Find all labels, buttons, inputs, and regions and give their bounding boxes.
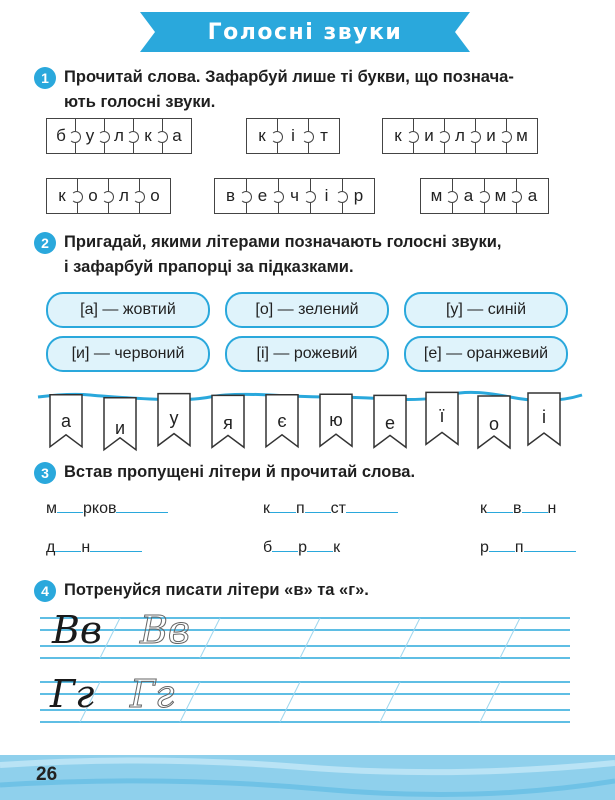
trace-letters-v: Вв [140, 608, 191, 652]
blank-slot[interactable] [270, 498, 296, 513]
blank-slot[interactable] [487, 498, 513, 513]
footer-band [0, 755, 615, 800]
task-number-3: 3 [34, 462, 56, 484]
flag-letter: є [277, 411, 287, 432]
word-part: н [547, 500, 557, 517]
blank-slot[interactable] [116, 537, 142, 552]
word-part: к [480, 500, 487, 517]
trace-letters-h: Гг [130, 672, 175, 716]
flag-letter: у [169, 408, 179, 429]
fill-in-word [480, 498, 556, 518]
blank-slot[interactable] [90, 537, 116, 552]
blank-slot[interactable] [57, 498, 83, 513]
letter-cell[interactable]: к [46, 178, 78, 214]
hint-pill: [е] — оранжевий [404, 336, 568, 372]
word-part: в [513, 500, 522, 517]
fill-in-word [263, 498, 398, 518]
blank-slot[interactable] [550, 537, 576, 552]
word-part: ст [330, 500, 346, 517]
task2-instructions [64, 230, 594, 280]
letter-cell[interactable]: р [343, 178, 375, 214]
word-puzzle [382, 118, 538, 154]
letter-cell[interactable]: о [140, 178, 171, 214]
blank-slot[interactable] [305, 498, 331, 513]
fill-in-word [263, 537, 340, 557]
word-part: р [480, 539, 489, 556]
word-part: д [46, 539, 56, 556]
task2-line2: і зафарбуй прапорці за підказками. [64, 258, 354, 276]
hint-pill: [а] — жовтий [46, 292, 210, 328]
letter-cell[interactable]: л [445, 118, 476, 154]
task-number-4: 4 [34, 580, 56, 602]
word-part: м [46, 500, 57, 517]
letter-cell[interactable]: и [414, 118, 445, 154]
task3-instructions: Встав пропущені літери й прочитай слова. [64, 463, 416, 481]
word-puzzle [246, 118, 340, 154]
blank-slot[interactable] [522, 498, 548, 513]
flag-letter: и [114, 418, 126, 439]
word-part: р [298, 539, 308, 556]
word-part: б [263, 539, 273, 556]
task1-line2: ють голосні звуки. [64, 93, 216, 111]
flag-letter: і [542, 407, 546, 427]
hint-pill: [о] — зелений [225, 292, 389, 328]
fill-in-word [480, 537, 576, 557]
letter-cell[interactable]: ч [279, 178, 311, 214]
flag-letter: е [384, 412, 395, 433]
letter-cell[interactable]: м [507, 118, 538, 154]
word-puzzle [46, 178, 171, 214]
letter-cell[interactable]: т [309, 118, 340, 154]
word-part: к [333, 539, 341, 556]
blank-slot[interactable] [524, 537, 550, 552]
fill-in-word [46, 537, 142, 557]
word-part: п [296, 500, 305, 517]
letter-cell[interactable]: а [163, 118, 192, 154]
word-puzzle [214, 178, 375, 214]
letter-cell[interactable]: а [453, 178, 485, 214]
flag-letter: а [60, 411, 71, 432]
word-puzzle [420, 178, 549, 214]
word-part: п [514, 539, 524, 556]
blank-slot[interactable] [272, 537, 298, 552]
flag-letter: ї [439, 405, 445, 426]
letter-cell[interactable]: м [420, 178, 453, 214]
blank-slot[interactable] [142, 498, 168, 513]
word-part: н [81, 539, 91, 556]
letter-cell[interactable]: л [105, 118, 134, 154]
fill-in-word [46, 498, 168, 518]
hint-pill: [и] — червоний [46, 336, 210, 372]
task1-line1: Прочитай слова. Зафарбуй лише ті букви, що познача- [64, 68, 514, 86]
task-number-1: 1 [34, 67, 56, 89]
letter-cell[interactable]: в [214, 178, 247, 214]
task4-instructions: Потренуйся писати літери «в» та «г». [64, 581, 369, 599]
letter-cell[interactable]: к [246, 118, 278, 154]
hint-pill: [у] — синій [404, 292, 568, 328]
letter-cell[interactable]: и [476, 118, 507, 154]
letter-cell[interactable]: к [382, 118, 414, 154]
task-number-2: 2 [34, 232, 56, 254]
flag-letter: о [488, 414, 499, 434]
page-title: Голосні звуки [207, 20, 403, 45]
blank-slot[interactable] [116, 498, 142, 513]
blank-slot[interactable] [307, 537, 333, 552]
word-part: рков [83, 500, 117, 517]
letter-cell[interactable]: а [517, 178, 549, 214]
flag-letter: я [223, 412, 233, 433]
blank-slot[interactable] [489, 537, 515, 552]
handwriting-lines [40, 608, 570, 728]
blank-slot[interactable] [372, 498, 398, 513]
blank-slot[interactable] [346, 498, 372, 513]
task2-line1: Пригадай, якими літерами позначають голосні звуки, [64, 233, 502, 251]
letter-cell[interactable]: і [311, 178, 343, 214]
letter-cell[interactable]: м [485, 178, 517, 214]
sample-letters-v: Вв [52, 608, 103, 652]
letter-cell[interactable]: б [46, 118, 76, 154]
letter-cell[interactable]: о [78, 178, 109, 214]
letter-cell[interactable]: л [109, 178, 140, 214]
blank-slot[interactable] [55, 537, 81, 552]
letter-cell[interactable]: к [134, 118, 163, 154]
letter-cell[interactable]: у [76, 118, 105, 154]
letter-cell[interactable]: е [247, 178, 279, 214]
sample-letters-h: Гг [50, 672, 95, 716]
letter-cell[interactable]: і [278, 118, 309, 154]
task1-instructions [64, 65, 594, 115]
word-part: к [263, 500, 270, 517]
word-puzzle [46, 118, 192, 154]
hint-pill: [і] — рожевий [225, 336, 389, 372]
page-number: 26 [36, 764, 58, 785]
flag-letter: ю [329, 409, 343, 430]
